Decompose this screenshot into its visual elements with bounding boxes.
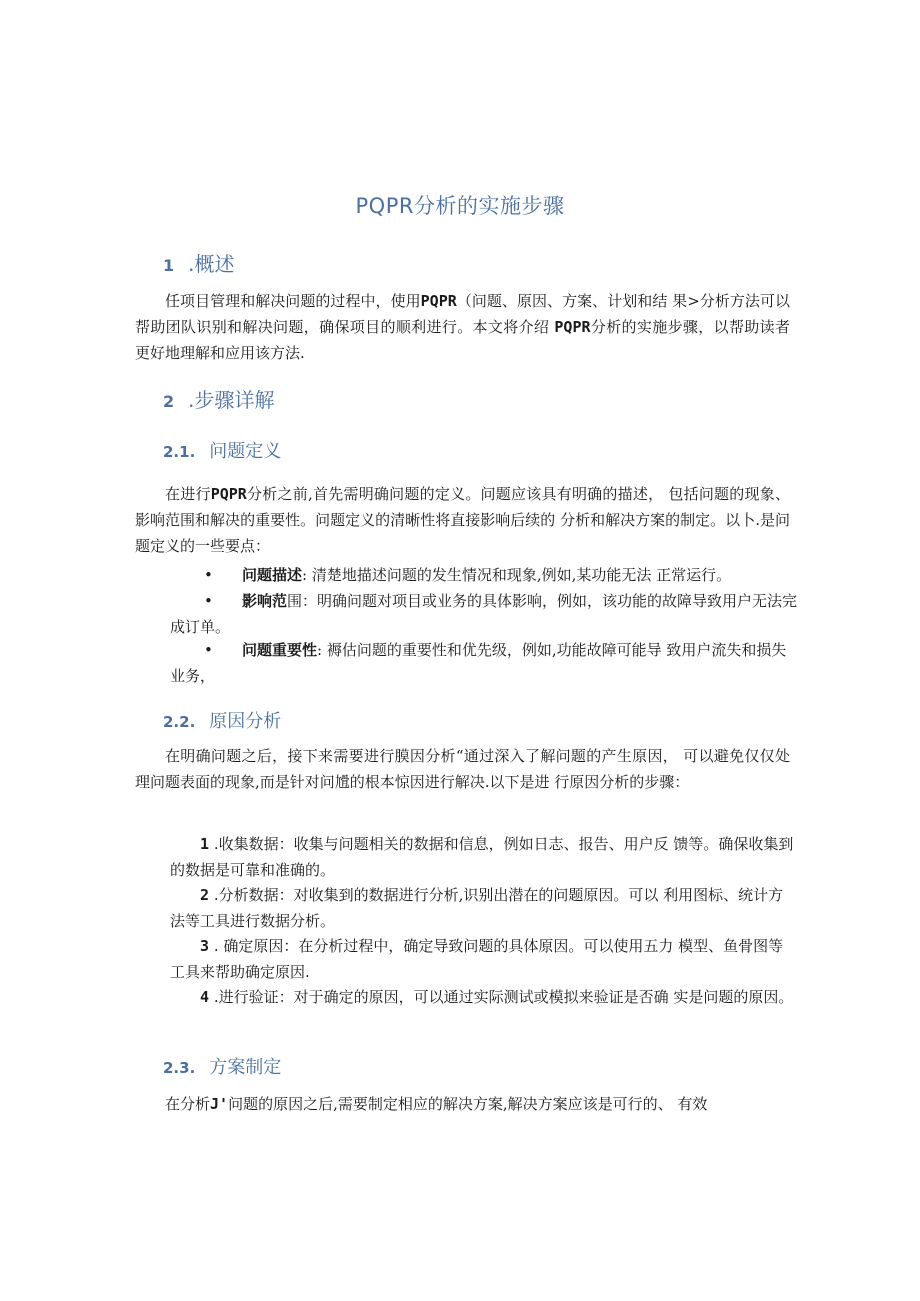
list-item	[170, 588, 798, 640]
subsection-number: 2.2.	[163, 713, 196, 731]
subsection-label: 原因分析	[209, 711, 282, 732]
solution-paragraph	[135, 1091, 790, 1117]
document-title: PQPR分析的实施步骤	[355, 194, 565, 218]
bullet-term: 问题描述	[242, 566, 303, 584]
step-number: 3	[200, 937, 210, 955]
step-text: .分析数据：对收集到的数据进行分析,识别出潜在的问题原因。可以 利用图标、统计方法等工具进行数据分析。	[170, 886, 784, 930]
bullet-text: : 褥估问题的重要性和优先级，例如,功能故障可能导 致用户流失和损失业务，	[170, 641, 787, 685]
bullet-text: 围：明确问题对项目或业务的具体影响，例如，该功能的故障导致用户无法完成订单。	[170, 592, 798, 636]
subsection-heading-solution	[163, 1053, 281, 1079]
overview-text-1: 任项目管理和解决问题的过程中，使用	[165, 292, 421, 310]
section-label: .概述	[188, 252, 235, 276]
bullet-icon: •	[204, 592, 213, 610]
overview-text-2: （问题、原因、方案、计划和结 果>分析方法可以帮助团队识别和解决问题，确保项目的顺利进行。本文将介绍	[135, 292, 790, 336]
overview-paragraph	[135, 288, 790, 366]
subsection-heading-problem-definition	[163, 437, 281, 463]
step-text: .进行验证：对于确定的原因，可以通过实际测试或模拟来验证是否确 实是问题的原因。	[213, 988, 794, 1006]
section-number: 2	[163, 392, 175, 411]
pd-text-1: 在进行	[165, 485, 211, 503]
bullet-term: 影响范	[242, 592, 288, 610]
subsection-heading-cause-analysis	[163, 707, 281, 733]
section-number: 1	[163, 256, 175, 275]
section-heading-steps	[163, 384, 275, 413]
list-item	[170, 831, 798, 883]
step-number: 4	[200, 988, 210, 1006]
overview-term-1: PQPR	[420, 292, 457, 310]
list-item	[170, 882, 798, 934]
sol-text-2: 问题的原因之后,需要制定相应的解决方案,解决方案应该是可行的、 有效	[228, 1095, 708, 1113]
step-text: .收集数据：收集与问题相关的数据和信息，例如日志、报告、用户反 馈等。确保收集到的数据是可靠和准确的。	[170, 835, 794, 879]
list-item	[170, 984, 798, 1010]
overview-term-2: PQPR	[554, 318, 591, 336]
step-number: 2	[200, 886, 210, 904]
cause-analysis-paragraph: 在明确问题之后，接下来需要进行膜因分析“通过深入了解问题的产生原因， 可以避免仅仅处理问题表面的现象,而是针对问尳的根本惊因进行解决.以下是进 行原因分析的步骤：	[135, 747, 790, 791]
section-heading-overview	[163, 248, 235, 277]
sol-term: J'	[210, 1095, 229, 1113]
list-item	[170, 562, 798, 588]
list-item	[170, 637, 798, 689]
list-item	[170, 933, 798, 985]
subsection-number: 2.3.	[163, 1059, 196, 1077]
section-label: .步骤详解	[188, 388, 275, 412]
pd-text-2: 分析之前,首先需明确问题的定义。问题应该具有明确的描述， 包括问题的现象、影响范围和解决的重要性。问题定义的清晰性将直接影响后续的 分析和解决方案的制定。以卜.是问题定义的一些要点：	[135, 485, 790, 555]
bullet-term: 问题重要性	[242, 641, 318, 659]
bullet-icon: •	[204, 641, 213, 659]
subsection-number: 2.1.	[163, 443, 196, 461]
bullet-text: : 清楚地描述问题的发生情况和现象,例如,某功能无法 正常运行。	[302, 566, 732, 584]
step-text: . 确定原因：在分析过程中，确定导致问题的具体原因。可以使用五力 模型、鱼骨图等工具来帮助确定原因.	[170, 937, 784, 981]
subsection-label: 问题定义	[209, 441, 282, 462]
sol-text-1: 在分析	[165, 1095, 211, 1113]
step-number: 1	[200, 835, 210, 853]
problem-definition-paragraph	[135, 481, 790, 559]
bullet-icon: •	[204, 566, 213, 584]
pd-term: PQPR	[210, 485, 247, 503]
subsection-label: 方案制定	[209, 1057, 282, 1078]
overview-text-3: 分析的实施步骤，以帮助读者更好地理解和应用该方法.	[135, 318, 790, 362]
